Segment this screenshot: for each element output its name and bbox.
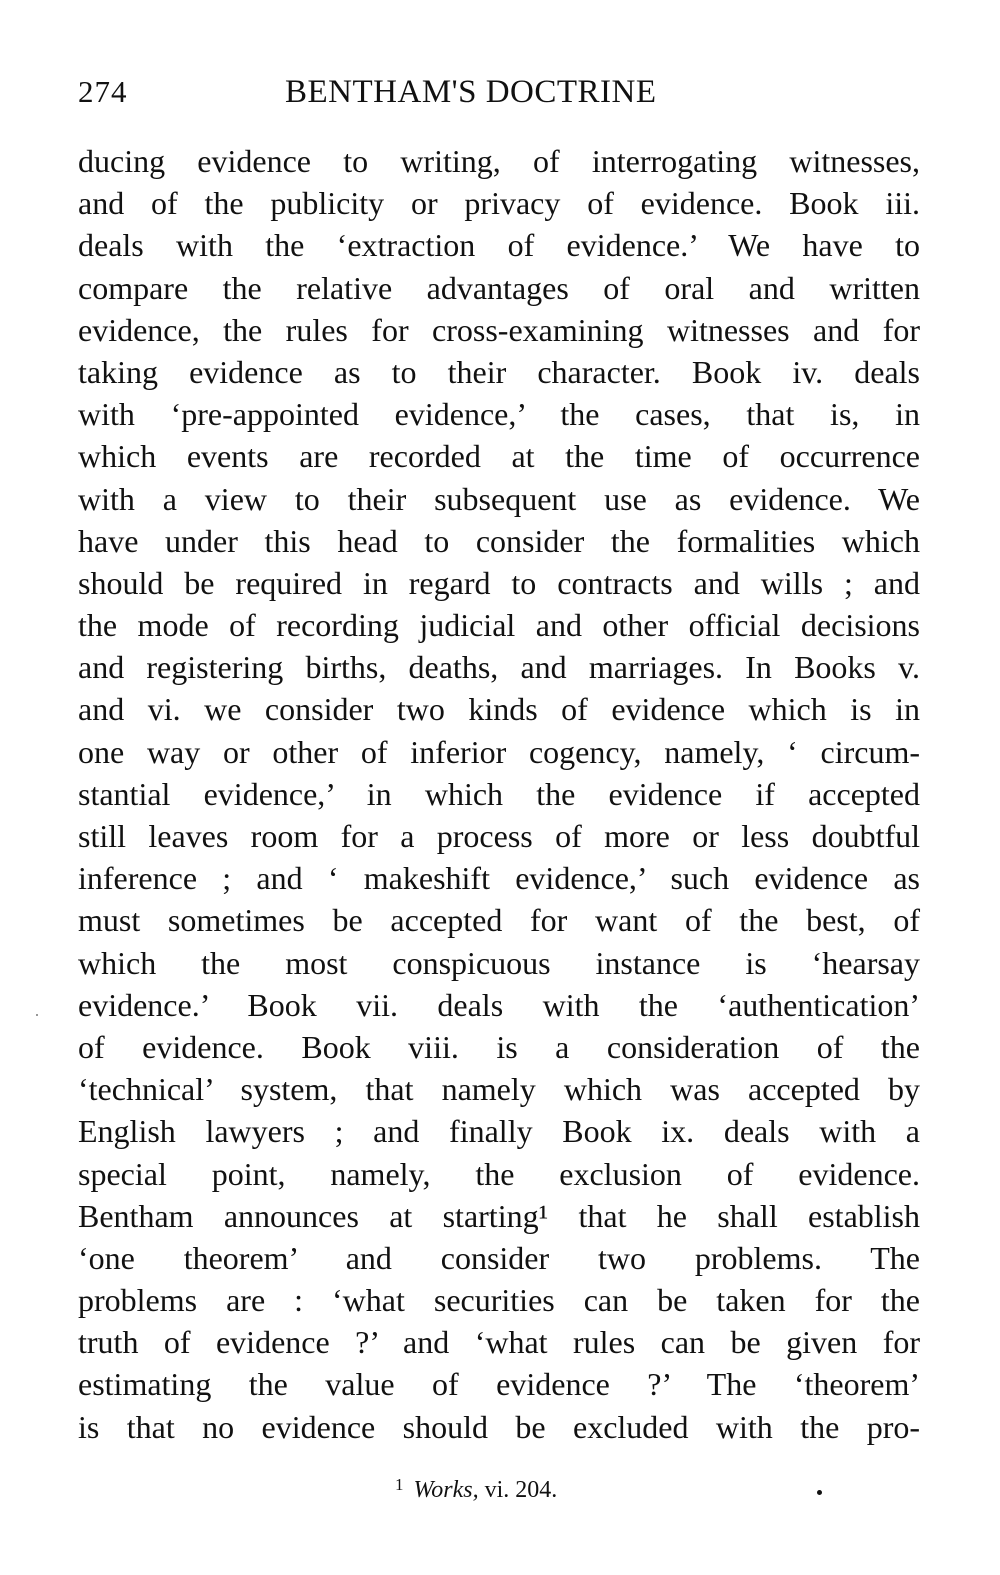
text-line: ‘technical’ system, that namely which was accepted by <box>78 1071 920 1108</box>
running-head <box>78 72 920 112</box>
text-line: evidence.’ Book vii. deals with the ‘authentication’ <box>78 986 920 1023</box>
text-line: Bentham announces at starting¹ that he shall establish <box>78 1197 920 1234</box>
text-line: English lawyers ; and finally Book ix. deals with a <box>78 1113 920 1150</box>
running-title: BENTHAM'S DOCTRINE <box>285 74 657 110</box>
page-number: 274 <box>78 74 128 109</box>
text-line: with ‘pre-appointed evidence,’ the cases, that is, in <box>78 396 920 433</box>
print-speck <box>36 1014 38 1016</box>
text-line: inference ; and ‘ makeshift evidence,’ such evidence as <box>78 860 920 897</box>
text-line: of evidence. Book viii. is a consideration of the <box>78 1028 920 1065</box>
text-line: problems are : ‘what securities can be taken for the <box>78 1282 920 1319</box>
text-line: and registering births, deaths, and marriages. In Books v. <box>78 649 920 686</box>
text-line: still leaves room for a process of more or less doubtful <box>78 818 920 854</box>
body-text <box>78 140 920 1448</box>
text-line: have under this head to consider the formalities which <box>78 522 920 559</box>
text-line: must sometimes be accepted for want of the best, of <box>78 902 920 939</box>
text-line: with a view to their subsequent use as evidence. We <box>78 480 920 517</box>
footnote <box>395 1470 557 1505</box>
text-line: taking evidence as to their character. Book iv. deals <box>78 353 920 390</box>
text-line: special point, namely, the exclusion of evidence. <box>78 1155 920 1192</box>
text-line: truth of evidence ?’ and ‘what rules can be given for <box>78 1324 920 1361</box>
text-line: ducing evidence to writing, of interrogating witnesses, <box>78 143 920 179</box>
text-line: and of the publicity or privacy of evidence. Book iii. <box>78 185 920 222</box>
text-line: compare the relative advantages of oral and written <box>78 269 920 306</box>
text-line: and vi. we consider two kinds of evidence which is in <box>78 691 920 728</box>
text-line: stantial evidence,’ in which the evidence if accepted <box>78 775 920 812</box>
text-line: should be required in regard to contracts and wills ; and <box>78 564 920 601</box>
text-line: evidence, the rules for cross-examining witnesses and for <box>78 311 920 348</box>
text-line: which events are recorded at the time of occurrence <box>78 438 920 475</box>
text-line: ‘one theorem’ and consider two problems. The <box>78 1239 920 1276</box>
footnote-reference: vi. 204. <box>484 1477 558 1503</box>
footnote-marker: 1 <box>395 1475 404 1494</box>
text-line: deals with the ‘extraction of evidence.’ We have to <box>78 227 920 264</box>
text-line: estimating the value of evidence ?’ The ‘theorem’ <box>78 1366 920 1403</box>
footnote-work-title: Works, <box>413 1477 479 1503</box>
text-line: is that no evidence should be excluded with the pro- <box>78 1408 920 1445</box>
text-line: the mode of recording judicial and other official decisions <box>78 607 920 644</box>
text-line: which the most conspicuous instance is ‘hearsay <box>78 944 920 981</box>
text-line: one way or other of inferior cogency, namely, ‘ circum- <box>78 733 920 770</box>
print-speck <box>817 1490 822 1495</box>
